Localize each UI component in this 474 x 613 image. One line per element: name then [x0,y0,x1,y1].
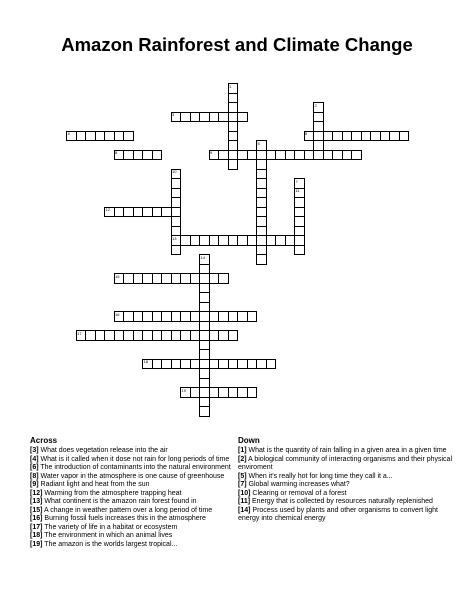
clue-number: [1] [238,447,247,454]
crossword-cell[interactable] [199,406,210,417]
clue-number-label: 8 [115,150,118,156]
crossword-cell[interactable] [199,264,210,275]
down-heading: Down [238,436,260,445]
clue-text: Radiant light and heat from the sun [40,481,150,488]
clue-text: Energy that is collected by resources naturally replenished [252,498,433,505]
clue-number-label: 13 [172,235,177,241]
crossword-cell[interactable] [294,226,305,237]
across-clue [30,481,252,490]
crossword-cell[interactable] [199,378,210,389]
across-clue [30,524,252,533]
clue-number-label: 15 [115,273,120,279]
clue-number: [18] [30,532,43,539]
clue-number-label: 18 [143,359,148,365]
crossword-cell[interactable] [266,359,277,370]
clue-number-label: 12 [105,207,110,213]
clue-number: [15] [30,506,43,514]
crossword-cell[interactable] [237,112,248,123]
clue-number-label: 14 [200,254,205,260]
clue-number: [5] [238,472,247,480]
clue-text: What does vegetation release into the air [40,447,168,454]
clue-number: [10] [238,489,251,497]
clue-text: A change in weather pattern over a long period of time [44,506,213,514]
clue-text: Clearing or removal of a forest [252,489,347,497]
clue-number: [14] [238,506,251,514]
across-heading: Across [30,436,58,445]
clue-number-label: 3 [172,112,175,118]
clue-number-label: 10 [172,169,177,175]
across-clue [30,532,252,541]
clue-number-label: 7 [295,178,298,184]
clue-number: [3] [30,447,39,454]
crossword-cell[interactable] [123,131,134,142]
clue-number: [6] [30,464,39,471]
crossword-cell[interactable] [199,321,210,332]
crossword-cell[interactable] [247,387,258,398]
down-clue [238,447,460,456]
clue-number: [8] [30,472,39,480]
down-clue [238,498,460,507]
across-clue [30,515,252,524]
crossword-cell[interactable] [218,273,229,284]
clue-number-label: 1 [229,83,232,89]
clue-number: [12] [30,489,43,497]
clue-number: [7] [238,481,247,488]
clue-text: The variety of life in a habitat or ecosystem [44,523,178,531]
clue-text: Water vapor in the atmosphere is one cause of greenhouse [40,472,225,480]
across-clue [30,498,252,507]
clue-number: [13] [30,498,43,505]
clue-number: [9] [30,481,39,488]
crossword-cell[interactable] [351,150,362,161]
clue-number-label: 5 [257,140,260,146]
crossword-cell[interactable] [171,226,182,237]
across-clues [30,436,252,549]
clue-text: The environment in which an animal lives [44,532,173,539]
clue-number-label: 4 [67,131,70,137]
clue-text: Process used by plants and other organisms to convert light energy into chemical energy [238,506,439,522]
down-clues [238,436,460,524]
crossword-cell[interactable] [247,311,258,322]
clue-number-label: 17 [77,330,82,336]
clue-text: What is it called when it dose not rain for long periods of time [40,455,230,463]
crossword-cell[interactable] [228,140,239,151]
down-clue [238,456,460,473]
crossword-cell[interactable] [399,131,410,142]
clue-text: Global warming increases what? [248,481,350,488]
clue-text: What is the quantity of rain falling in a given area in a given time [248,447,447,454]
clue-number: [16] [30,515,43,522]
across-clue [30,473,252,482]
across-clue [30,541,252,550]
crossword-cell[interactable] [199,349,210,360]
clue-text: Warming from the atmosphere trapping heat [44,489,182,497]
crossword-cell[interactable] [256,254,267,265]
down-clue [238,473,460,482]
crossword-cell[interactable] [228,159,239,170]
clue-number-label: 11 [295,188,300,194]
clue-text: Burning fossil fuels increases this in the atmosphere [44,515,206,522]
across-clue [30,507,252,516]
crossword-cell[interactable] [171,245,182,256]
clue-number-label: 2 [314,102,317,108]
clue-number: [17] [30,523,43,531]
clue-text: When it's really hot for long time they call it a... [248,472,393,480]
crossword-cell[interactable] [228,102,239,113]
crossword-cell[interactable] [152,150,163,161]
clue-text: The amazon is the worlds largest tropical... [44,540,178,548]
across-clue [30,456,252,465]
clue-number: [2] [238,455,247,463]
across-clue [30,490,252,499]
clue-number-label: 9 [210,150,213,156]
crossword-cell[interactable] [294,245,305,256]
crossword-cell[interactable] [313,140,324,151]
crossword-cell[interactable] [228,330,239,341]
clue-text: What continent is the amazon rain forest found in [44,498,197,505]
clue-text: A biological community of interacting organisms and their physical enviroment [238,455,453,471]
clue-number: [4] [30,455,39,463]
crossword-cell[interactable] [199,302,210,313]
page-title: Amazon Rainforest and Climate Change [61,34,413,55]
clue-number: [19] [30,540,43,548]
down-clue [238,481,460,490]
clue-number-label: 6 [305,131,308,137]
clue-number: [11] [238,498,251,505]
clue-text: The introduction of contaminants into the natural environment [40,464,231,471]
across-clue [30,464,252,473]
crossword-cell[interactable] [313,121,324,132]
down-clue [238,507,460,524]
down-clue [238,490,460,499]
clue-number-label: 16 [115,311,120,317]
crossword-cell[interactable] [256,226,267,237]
clue-number-label: 19 [181,387,186,393]
across-clue [30,447,252,456]
